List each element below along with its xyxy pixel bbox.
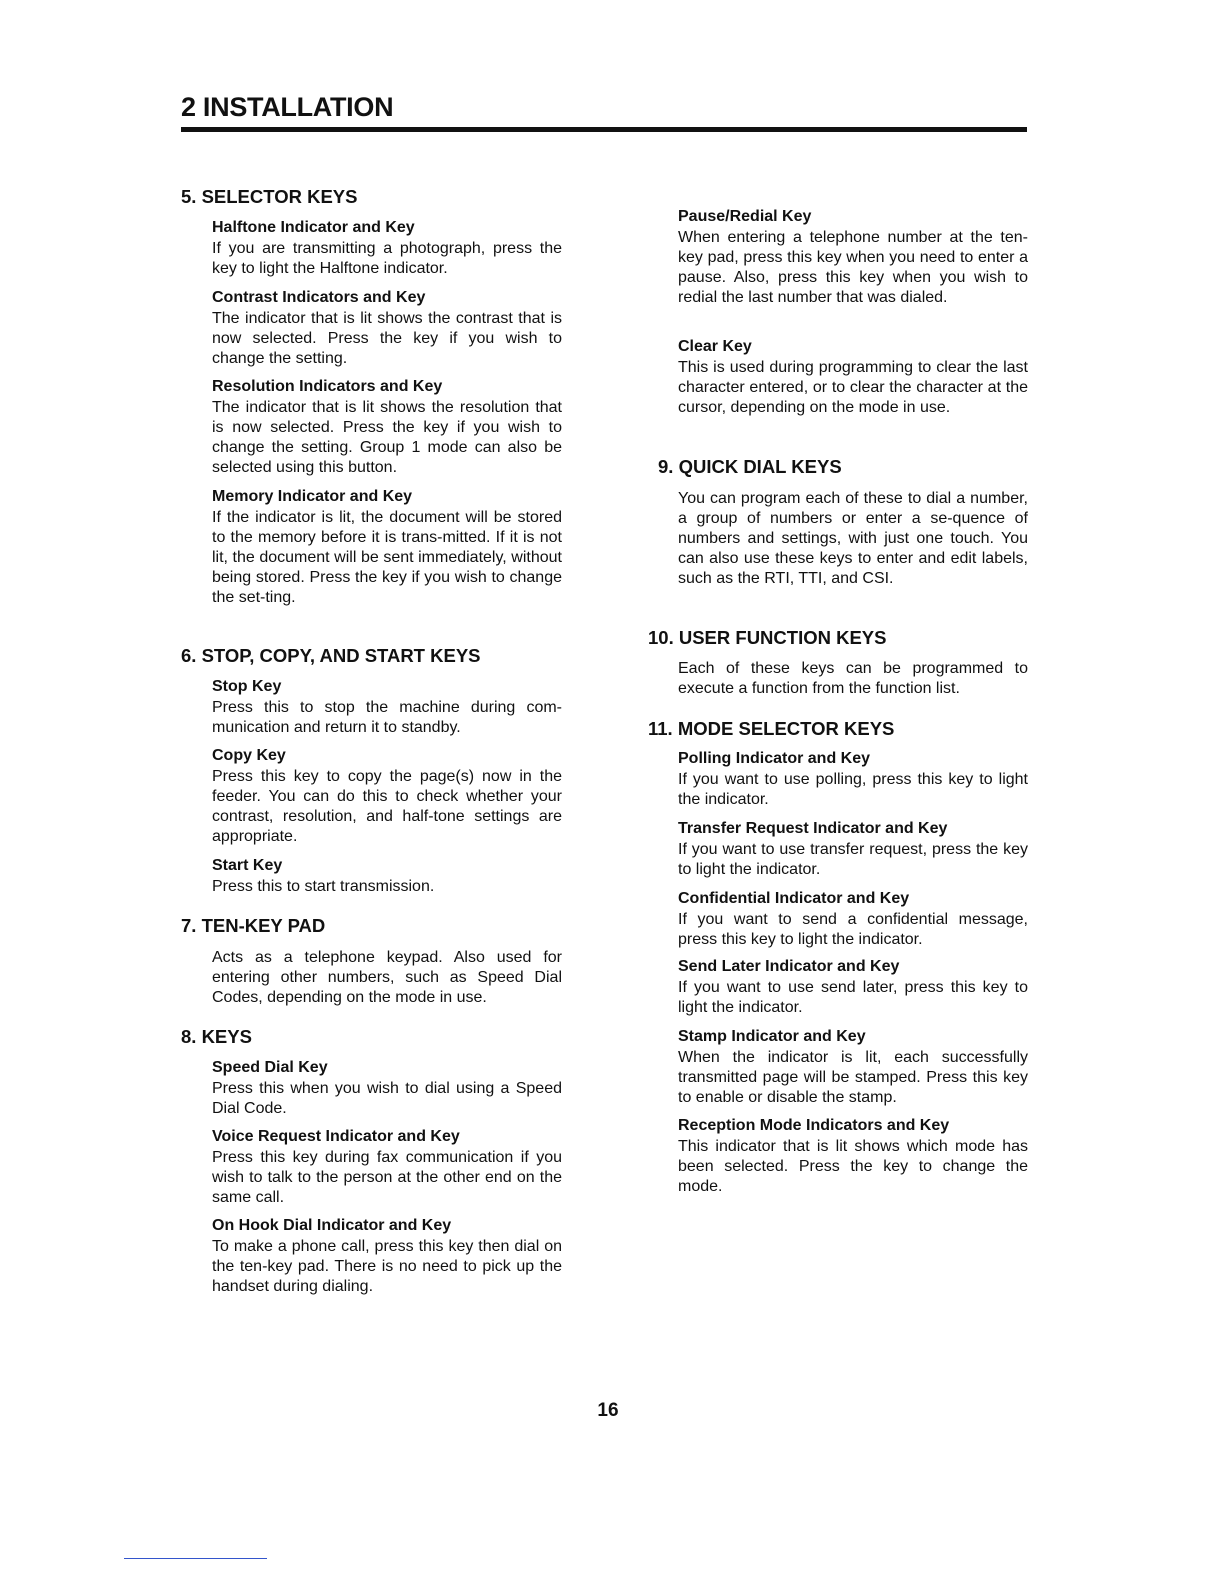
section-8-title: 8. KEYS: [181, 1026, 252, 1047]
memory-heading: Memory Indicator and Key: [212, 488, 413, 505]
section-6-title: 6. STOP, COPY, AND START KEYS: [181, 645, 481, 666]
send-later-text: If you want to use send later, press this key to light the indicator.: [678, 979, 1028, 1016]
reception-mode-heading: Reception Mode Indicators and Key: [678, 1117, 950, 1134]
copy-key-text: Press this key to copy the page(s) now in the feeder. You can do this to check whether your contrast, resolution, and half-tone settings are appropriate.: [212, 768, 562, 845]
resolution-text: The indicator that is lit shows the resolution that is now selected. Press the key if you wish to change the setting. Group 1 mode can also be selected using this button.: [212, 399, 562, 476]
section-11-title: 11. MODE SELECTOR KEYS: [648, 718, 895, 739]
pause-redial-text: When entering a telephone number at the ten-key pad, press this key when you need to enter a pause. Also, press this key when you wish to redial the last number that was dialed.: [678, 229, 1028, 306]
transfer-request-text: If you want to use transfer request, press the key to light the indicator.: [678, 841, 1028, 878]
speed-dial-heading: Speed Dial Key: [212, 1059, 328, 1076]
quick-dial-text: You can program each of these to dial a number, a group of numbers or enter a se-quence of numbers and settings, with just one touch. You can also use these keys to enter and edit labels, such as the RTI, TTI, and CSI.: [678, 490, 1028, 587]
halftone-text: If you are transmitting a photograph, press the key to light the Halftone indicator.: [212, 240, 562, 277]
ten-key-text: Acts as a telephone keypad. Also used for entering other numbers, such as Speed Dial Codes, depending on the mode in use.: [212, 949, 562, 1006]
pause-redial-heading: Pause/Redial Key: [678, 208, 812, 225]
user-function-text: Each of these keys can be programmed to execute a function from the function list.: [678, 660, 1028, 697]
on-hook-heading: On Hook Dial Indicator and Key: [212, 1217, 452, 1234]
contrast-text: The indicator that is lit shows the contrast that is now selected. Press the key if you wish to change the setting.: [212, 310, 562, 367]
reception-mode-text: This indicator that is lit shows which mode has been selected. Press the key to change the mode.: [678, 1138, 1028, 1195]
memory-text: If the indicator is lit, the document will be stored to the memory before it is trans-mitted. If it is not lit, the document will be sent immediately, without being stored. Press the key if you wish to change the set-ting.: [212, 509, 562, 606]
voice-request-text: Press this key during fax communication if you wish to talk to the person at the other end on the same call.: [212, 1149, 562, 1206]
page-number: 16: [597, 1400, 619, 1421]
copy-key-heading: Copy Key: [212, 747, 286, 764]
polling-heading: Polling Indicator and Key: [678, 750, 871, 767]
section-9-title: 9. QUICK DIAL KEYS: [658, 456, 842, 477]
section-5-title: 5. SELECTOR KEYS: [181, 186, 358, 207]
section-10-title: 10. USER FUNCTION KEYS: [648, 627, 887, 648]
section-7-title: 7. TEN-KEY PAD: [181, 915, 326, 936]
start-key-heading: Start Key: [212, 857, 283, 874]
on-hook-text: To make a phone call, press this key then dial on the ten-key pad. There is no need to pick up the handset during dialing.: [212, 1238, 562, 1295]
stop-key-heading: Stop Key: [212, 678, 282, 695]
clear-key-text: This is used during programming to clear the last character entered, or to clear the character at the cursor, depending on the mode in use.: [678, 359, 1028, 416]
confidential-text: If you want to send a confidential message, press this key to light the indicator.: [678, 911, 1028, 948]
start-key-text: Press this to start transmission.: [212, 878, 435, 895]
stamp-text: When the indicator is lit, each successfully transmitted page will be stamped. Press this key to enable or disable the stamp.: [678, 1049, 1028, 1106]
resolution-heading: Resolution Indicators and Key: [212, 378, 443, 395]
confidential-heading: Confidential Indicator and Key: [678, 890, 910, 907]
voice-request-heading: Voice Request Indicator and Key: [212, 1128, 460, 1145]
contrast-heading: Contrast Indicators and Key: [212, 289, 426, 306]
send-later-heading: Send Later Indicator and Key: [678, 958, 900, 975]
header-rule: [181, 127, 1027, 132]
transfer-request-heading: Transfer Request Indicator and Key: [678, 820, 948, 837]
clear-key-heading: Clear Key: [678, 338, 752, 355]
stamp-heading: Stamp Indicator and Key: [678, 1028, 866, 1045]
polling-text: If you want to use polling, press this key to light the indicator.: [678, 771, 1028, 808]
bottom-link-underline: [124, 1558, 267, 1559]
stop-key-text: Press this to stop the machine during com-munication and return it to standby.: [212, 699, 562, 736]
halftone-heading: Halftone Indicator and Key: [212, 219, 415, 236]
chapter-title: 2 INSTALLATION: [181, 92, 394, 122]
speed-dial-text: Press this when you wish to dial using a Speed Dial Code.: [212, 1080, 562, 1117]
